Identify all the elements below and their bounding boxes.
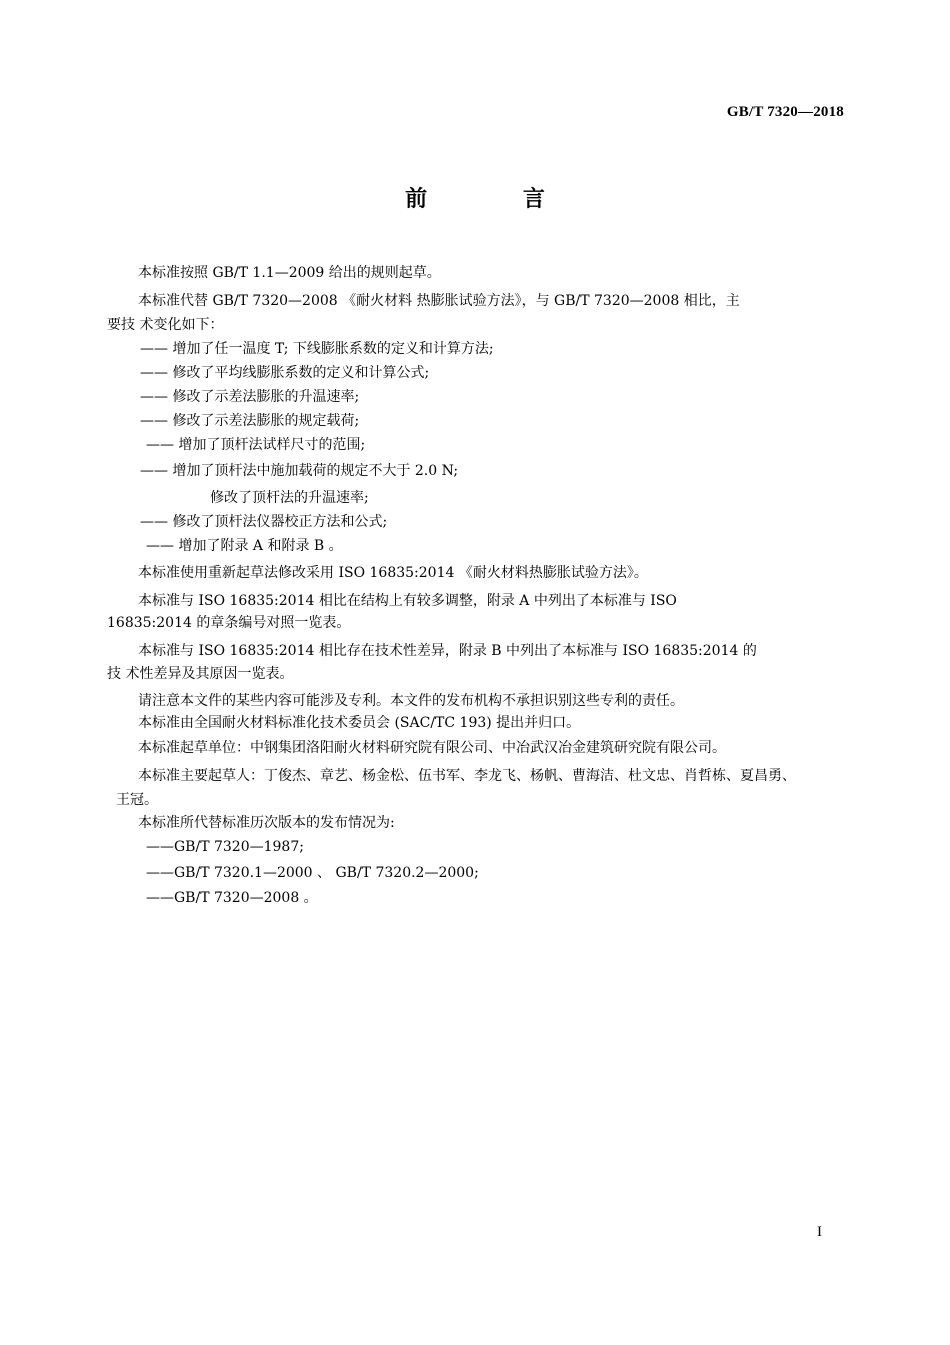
paragraph-line: 本标准由全国耐火材料标准化技术委员会 (SAC/TC 193) 提出并归口。 [138,715,581,731]
list-item: —— 增加了顶杆法中施加载荷的规定不大于 2.0 N; [140,463,459,479]
paragraph-line: 本标准主要起草人：丁俊杰、章艺、杨金松、伍书军、李龙飞、杨帆、曹海洁、杜文忠、肖哲栋、夏昌勇、 [138,768,796,784]
paragraph-line: 本标准使用重新起草法修改采用 ISO 16835:2014 《耐火材料热膨胀试验方法》。 [138,565,648,581]
paragraph-line: 要技 术变化如下： [107,317,224,333]
list-item: —— 增加了顶杆法试样尺寸的范围; [146,437,366,453]
paragraph-line: 王冠。 [116,792,158,808]
paragraph-line: 本标准与 ISO 16835:2014 相比在结构上有较多调整，附录 A 中列出了本标准与 ISO [138,593,677,609]
paragraph-line: 本标准代替 GB/T 7320—2008 《耐火材料 热膨胀试验方法》，与 GB/T 7320—2008 相比，主 [138,293,740,309]
paragraph-line: 本标准按照 GB/T 1.1—2009 给出的规则起草。 [138,265,441,281]
list-item: ——GB/T 7320—1987; [146,839,304,855]
list-item: —— 修改了平均线膨胀系数的定义和计算公式; [140,365,430,381]
paragraph-line: 本标准所代替标准历次版本的发布情况为: [138,815,395,831]
list-item: 修改了顶杆法的升温速率; [210,490,369,506]
paragraph-line: 请注意本文件的某些内容可能涉及专利。本文件的发布机构不承担识别这些专利的责任。 [138,693,684,709]
list-item: —— 增加了任一温度 T; 下线膨胀系数的定义和计算方法; [140,341,494,357]
page-title: 前 言 [405,187,589,212]
paragraph-line: 本标准与 ISO 16835:2014 相比存在技术性差异，附录 B 中列出了本标准与 ISO 16835:2014 的 [138,643,757,659]
paragraph-line: 16835:2014 的章条编号对照一览表。 [107,615,351,631]
list-item: —— 修改了示差法膨胀的升温速率; [140,389,360,405]
page-number: I [817,1224,822,1240]
list-item: ——GB/T 7320—2008 。 [146,890,318,906]
list-item: —— 修改了示差法膨胀的规定载荷; [140,413,360,429]
paragraph-line: 技 术性差异及其原因一览表。 [107,666,294,682]
standard-code-header: GB/T 7320—2018 [726,104,844,120]
paragraph-line: 本标准起草单位：中钢集团洛阳耐火材料研究院有限公司、中冶武汉冶金建筑研究院有限公司。 [138,740,726,756]
list-item: ——GB/T 7320.1—2000 、 GB/T 7320.2—2000; [146,865,479,881]
list-item: —— 增加了附录 A 和附录 B 。 [146,538,343,554]
list-item: —— 修改了顶杆法仪器校正方法和公式; [140,514,388,530]
